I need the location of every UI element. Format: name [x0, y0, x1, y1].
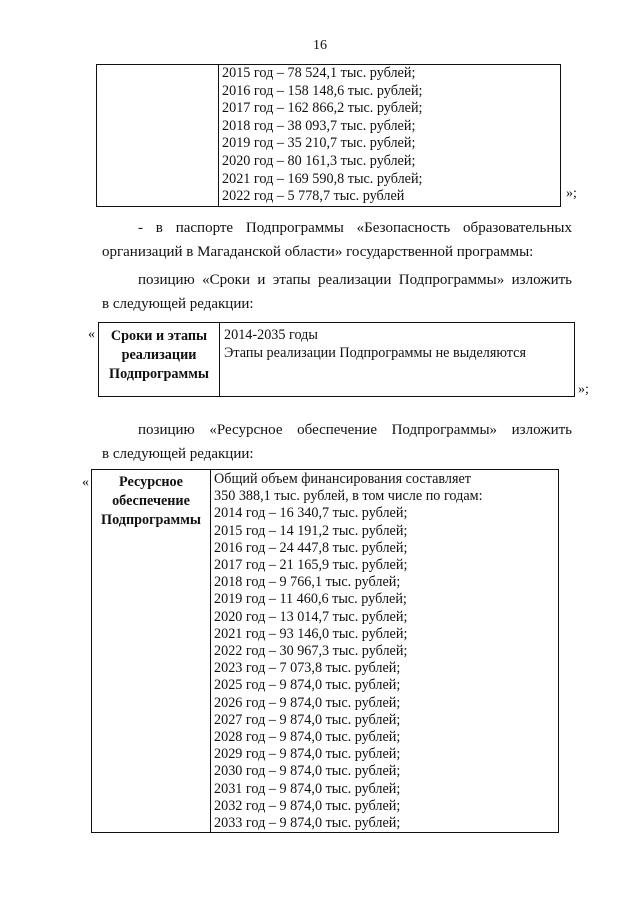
opening-quote: « [82, 475, 89, 490]
label-line: Сроки и этапы [110, 328, 208, 344]
funding-line-2019: 2019 год – 11 460,6 тыс. рублей; [214, 591, 407, 608]
table-label-cell [92, 470, 211, 833]
funding-line-2016: 2016 год – 158 148,6 тыс. рублей; [222, 82, 423, 99]
funding-line-2029: 2029 год – 9 874,0 тыс. рублей; [214, 746, 401, 763]
page-number: 16 [313, 38, 327, 53]
funding-line-2030: 2030 год – 9 874,0 тыс. рублей; [214, 763, 401, 780]
funding-line-2021: 2021 год – 93 146,0 тыс. рублей; [214, 625, 408, 642]
table-row [97, 65, 561, 207]
funding-line-2022: 2022 год – 30 967,3 тыс. рублей; [214, 643, 408, 660]
resource-table [91, 469, 559, 833]
funding-table-continuation [96, 64, 561, 207]
funding-total-line: 350 388,1 тыс. рублей, в том числе по годам: [214, 488, 483, 505]
funding-line-2017: 2017 год – 162 866,2 тыс. рублей; [222, 100, 423, 117]
funding-line-2019: 2019 год – 35 210,7 тыс. рублей; [222, 135, 416, 152]
funding-line-2023: 2023 год – 7 073,8 тыс. рублей; [214, 660, 401, 677]
funding-line-2032: 2032 год – 9 874,0 тыс. рублей; [214, 797, 401, 814]
paragraph-resource-position [102, 418, 572, 466]
paragraph-line: в следующей редакции: [102, 446, 254, 462]
label-line: Ресурсное [119, 474, 183, 490]
terms-stages: Этапы реализации Подпрограммы не выделяются [224, 345, 526, 361]
paragraph-terms-position [102, 268, 572, 316]
funding-line-2025: 2025 год – 9 874,0 тыс. рублей; [214, 677, 401, 694]
table-label-cell [99, 323, 220, 397]
funding-line-2027: 2027 год – 9 874,0 тыс. рублей; [214, 711, 401, 728]
paragraph-line: в следующей редакции: [102, 296, 254, 312]
funding-line-2028: 2028 год – 9 874,0 тыс. рублей; [214, 729, 401, 746]
paragraph-line: позицию «Сроки и этапы реализации Подпрограммы» изложить [138, 272, 572, 288]
terms-table [98, 322, 575, 397]
funding-total-line: Общий объем финансирования составляет [214, 471, 471, 487]
funding-line-2020: 2020 год – 13 014,7 тыс. рублей; [214, 608, 408, 625]
funding-line-2022: 2022 год – 5 778,7 тыс. рублей [222, 188, 405, 205]
funding-line-2033: 2033 год – 9 874,0 тыс. рублей; [214, 815, 401, 832]
closing-quote: »; [578, 382, 589, 397]
table-row [99, 323, 575, 397]
funding-line-2015: 2015 год – 78 524,1 тыс. рублей; [222, 65, 416, 81]
closing-quote: »; [566, 186, 577, 201]
funding-line-2017: 2017 год – 21 165,9 тыс. рублей; [214, 557, 408, 574]
table-label-cell [97, 65, 219, 207]
funding-line-2015: 2015 год – 14 191,2 тыс. рублей; [214, 522, 408, 539]
table-value-cell [219, 65, 561, 207]
label-line: Подпрограммы [109, 366, 209, 382]
funding-line-2026: 2026 год – 9 874,0 тыс. рублей; [214, 694, 401, 711]
funding-line-2020: 2020 год – 80 161,3 тыс. рублей; [222, 152, 416, 169]
label-line: Подпрограммы [101, 512, 201, 528]
table-value-cell [220, 323, 575, 397]
label-line: обеспечение [112, 493, 190, 509]
terms-years: 2014-2035 годы [224, 327, 318, 343]
funding-line-2018: 2018 год – 38 093,7 тыс. рублей; [222, 117, 416, 134]
paragraph-line: организаций в Магаданской области» государственной программы: [102, 244, 534, 260]
paragraph-line: - в паспорте Подпрограммы «Безопасность образовательных [138, 220, 572, 236]
funding-line-2021: 2021 год – 169 590,8 тыс. рублей; [222, 170, 423, 187]
table-value-cell [211, 470, 559, 833]
opening-quote: « [88, 327, 95, 342]
funding-line-2018: 2018 год – 9 766,1 тыс. рублей; [214, 574, 401, 591]
funding-line-2031: 2031 год – 9 874,0 тыс. рублей; [214, 780, 401, 797]
paragraph-passport [102, 216, 572, 264]
label-line: реализации [121, 347, 197, 363]
funding-line-2016: 2016 год – 24 447,8 тыс. рублей; [214, 539, 408, 556]
paragraph-line: позицию «Ресурсное обеспечение Подпрограммы» изложить [138, 422, 572, 438]
funding-line-2014: 2014 год – 16 340,7 тыс. рублей; [214, 505, 408, 522]
table-row [92, 470, 559, 833]
